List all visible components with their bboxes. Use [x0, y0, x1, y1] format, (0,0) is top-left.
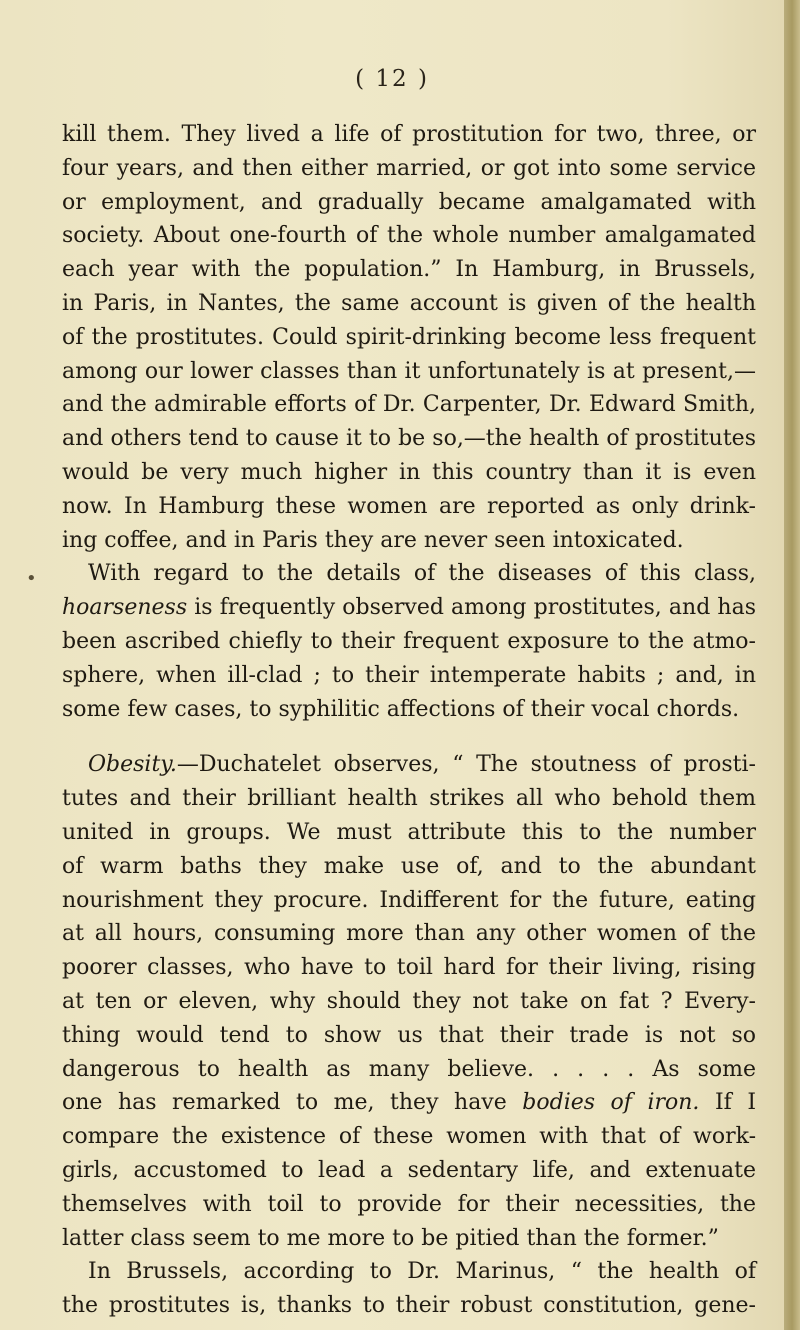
- text-line: and others tend to cause it to be so,—the health of prostitutes: [62, 426, 756, 452]
- text-line: poorer classes, who have to toil hard for their living, rising: [62, 955, 756, 981]
- text-line: nourishment they procure. Indifferent for the future, eating: [62, 887, 756, 913]
- section-heading-obesity: Obesity.: [88, 752, 177, 778]
- italic-phrase-bodies-of-iron: bodies of iron.: [522, 1090, 700, 1116]
- text-line: at all hours, consuming more than any other women of the: [62, 921, 756, 947]
- text-line: kill them. They lived a life of prostitution for two, three, or: [62, 122, 756, 147]
- text-fragment: is frequently observed among prostitutes, and has: [187, 595, 756, 621]
- text-line: of warm baths they make use of, and to the abundant: [62, 853, 756, 879]
- text-line: sphere, when ill-clad ; to their intemperate habits ; and, in: [62, 662, 756, 688]
- text-line: some few cases, to syphilitic affections of their vocal chords.: [62, 696, 740, 722]
- body-text: [62, 118, 756, 1323]
- text-line: now. In Hamburg these women are reported as only drink-: [62, 493, 756, 519]
- italic-term-hoarseness: hoarseness: [62, 595, 188, 621]
- text-line: each year with the population.” In Hamburg, in Brussels,: [62, 257, 756, 283]
- text-line: latter class seem to me more to be pitied than the former.”: [62, 1225, 719, 1251]
- text-line: among our lower classes than it unfortunately is at present,—: [62, 358, 756, 384]
- text-line: tutes and their brilliant health strikes all who behold them: [62, 786, 756, 812]
- text-line: society. About one-fourth of the whole number amalgamated: [62, 223, 756, 249]
- text-line: and the admirable efforts of Dr. Carpenter, Dr. Edward Smith,: [62, 392, 756, 418]
- text-line: In Brussels, according to Dr. Marinus, “ the health of: [88, 1259, 756, 1285]
- text-fragment: If I: [699, 1090, 757, 1116]
- text-line: the prostitutes is, thanks to their robust constitution, gene-: [62, 1293, 756, 1319]
- text-fragment: —Duchatelet observes, “ The stoutness of prosti-: [176, 752, 756, 778]
- text-line: ing coffee, and in Paris they are never seen intoxicated.: [62, 527, 684, 553]
- text-line: in Paris, in Nantes, the same account is given of the health: [62, 290, 756, 316]
- text-fragment: one has remarked to me, they have: [62, 1090, 523, 1116]
- text-line: at ten or eleven, why should they not take on fat ? Every-: [62, 988, 756, 1014]
- text-line: four years, and then either married, or got into some service: [62, 155, 756, 181]
- text-line: themselves with toil to provide for their necessities, the: [62, 1191, 756, 1217]
- text-line: been ascribed chiefly to their frequent exposure to the atmo-: [62, 628, 756, 654]
- text-line: or employment, and gradually became amalgamated with: [62, 189, 756, 215]
- text-line: [62, 591, 756, 625]
- text-line: of the prostitutes. Could spirit-drinking become less frequent: [62, 324, 756, 350]
- text-line: [62, 1086, 756, 1120]
- page-edge: [784, 0, 800, 1330]
- text-line: united in groups. We must attribute this to the number: [62, 819, 756, 845]
- text-line: girls, accustomed to lead a sedentary life, and extenuate: [62, 1157, 756, 1183]
- text-line: would be very much higher in this country than it is even: [62, 459, 756, 485]
- page-number: ( 12 ): [355, 66, 429, 92]
- text-line: compare the existence of these women with that of work-: [62, 1124, 756, 1150]
- text-line: [62, 748, 756, 782]
- margin-mark: •: [26, 568, 37, 589]
- text-line: thing would tend to show us that their trade is not so: [62, 1022, 756, 1048]
- paragraph-gap: [62, 726, 756, 748]
- text-line: dangerous to health as many believe. . . . . As some: [62, 1056, 756, 1082]
- text-line: With regard to the details of the diseases of this class,: [88, 561, 756, 587]
